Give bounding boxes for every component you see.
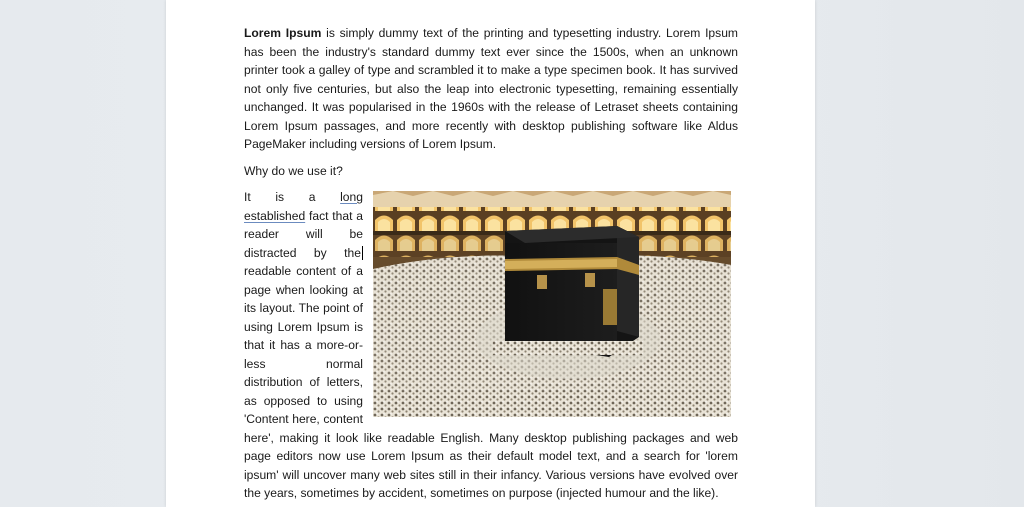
document-body[interactable] xyxy=(244,24,738,507)
section-heading[interactable]: Why do we use it? xyxy=(244,163,343,178)
photo-kaaba-icon xyxy=(373,191,731,417)
embedded-image[interactable] xyxy=(373,191,731,417)
paragraph-1-lead: Lorem Ipsum xyxy=(244,26,322,40)
paragraph-2-text-a: fact that a reader will be distracted by the xyxy=(244,208,363,260)
paragraph-2-text-b: readable content of a page when looking at its layout. The point of using Lorem Ipsum is that it has a more-or-less normal distribution of letters, as opposed to using 'Content here, content here', making it look like readable English. Many desktop publishing packages and web page editors now use Lorem Ipsum as their default model text, and a search for 'lorem ipsum' will uncover many web sites still in their infancy. Various versions have evolved over the years, sometimes by accident, sometimes on purpose (injected humour and the like). xyxy=(244,264,738,500)
spellcheck-underlined-phrase[interactable]: long established xyxy=(244,190,363,223)
document-page[interactable] xyxy=(166,0,815,507)
text-caret xyxy=(362,246,363,260)
paragraph-1[interactable] xyxy=(244,24,738,154)
paragraph-2-start: It is a xyxy=(244,190,341,204)
paragraph-1-text: is simply dummy text of the printing and typesetting industry. Lorem Ipsum has been the industry's standard dummy text ever since the 1500s, when an unknown printer took a galley of type and scrambled it to make a type specimen book. It has survived not only five centuries, but also the leap into electronic typesetting, remaining essentially unchanged. It was popularised in the 1960s with the release of Letraset sheets containing Lorem Ipsum passages, and more recently with desktop publishing software like Aldus PageMaker including versions of Lorem Ipsum. xyxy=(244,26,739,151)
paragraph-2-block[interactable] xyxy=(244,188,738,503)
